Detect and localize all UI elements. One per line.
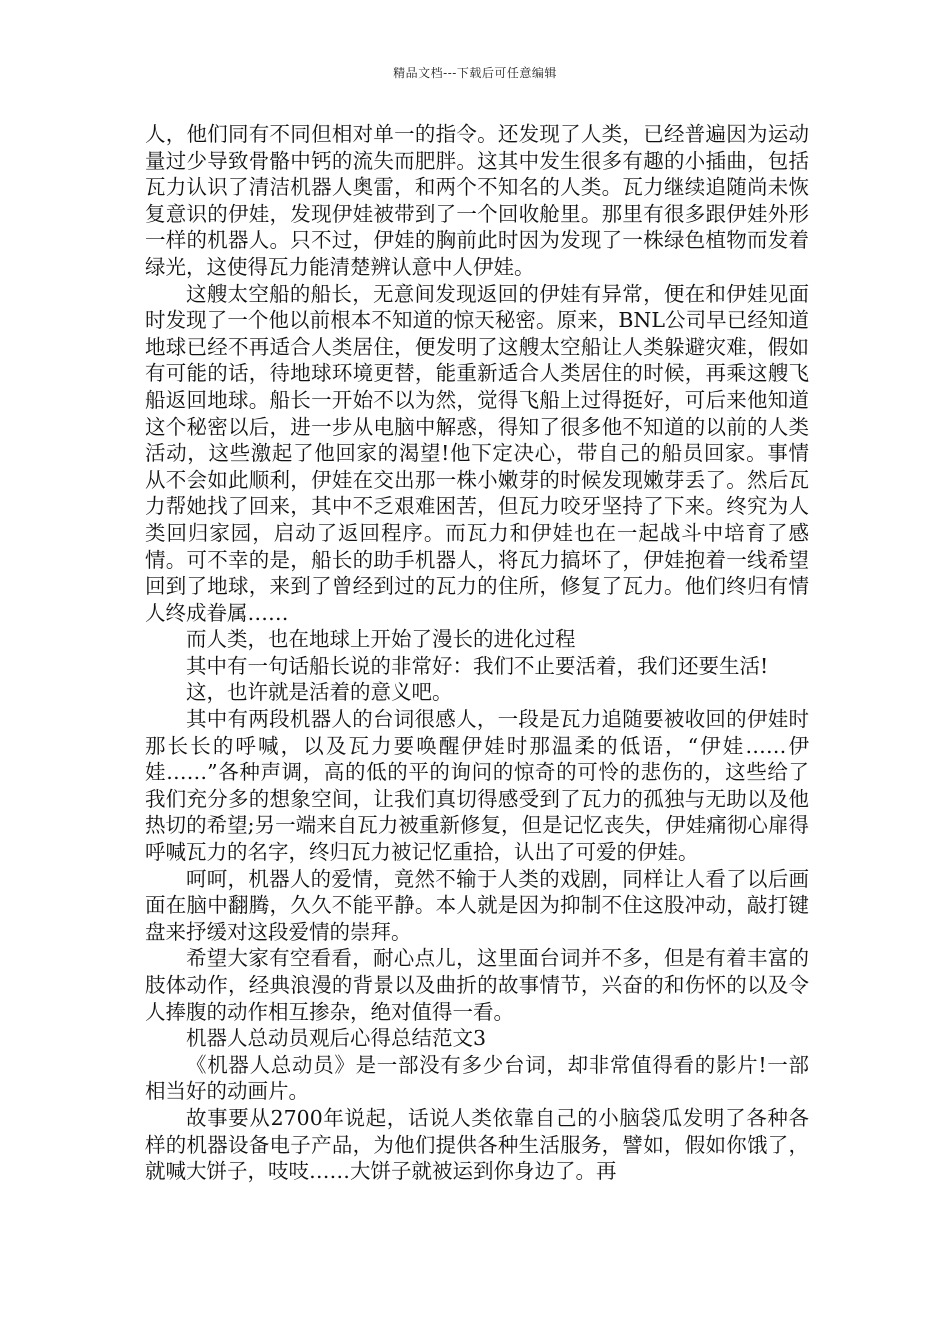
page-header: 精品文档---下载后可任意编辑 (393, 66, 557, 80)
section-heading: 机器人总动员观后心得总结范文3 (186, 1026, 487, 1051)
document-body (145, 121, 809, 1185)
paragraph: 这艘太空船的船长，无意间发现返回的伊娃有异常，便在和伊娃见面时发现了一个他以前根本不知道的惊天秘密。原来，BNL公司早已经知道地球已经不再适合人类居住，便发明了这艘太空船让人类躲避灾难，假如有可能的话，待地球环境更替，能重新适合人类居住的时候，再乘这艘飞船返回地球。船长一开始不以为然，觉得飞船上过得挺好，可后来他知道这个秘密以后，进一步从电脑中解惑，得知了很多他不知道的以前的人类活动，这些激起了他回家的渴望!他下定决心，带自己的船员回家。事情从不会如此顺利，伊娃在交出那一株小嫩芽的时候发现嫩芽丢了。然后瓦力帮她找了回来，其中不乏艰难困苦，但瓦力咬牙坚持了下来。终究为人类回归家园，启动了返回程序。而瓦力和伊娃也在一起战斗中培育了感情。可不幸的是，船长的助手机器人，将瓦力搞坏了，伊娃抱着一线希望回到了地球，来到了曾经到过的瓦力的住所，修复了瓦力。他们终归有情人终成眷属…… (145, 281, 809, 625)
paragraph: 呵呵，机器人的爱情，竟然不输于人类的戏剧，同样让人看了以后画面在脑中翻腾，久久不能平静。本人就是因为抑制不住这股冲动，敲打键盘来抒缓对这段爱情的崇拜。 (145, 866, 809, 944)
paragraph: 其中有一句话船长说的非常好：我们不止要活着，我们还要生活! (186, 653, 769, 678)
paragraph: 人，他们同有不同但相对单一的指令。还发现了人类，已经普遍因为运动量过少导致骨骼中钙的流失而肥胖。这其中发生很多有趣的小插曲，包括瓦力认识了清洁机器人奥雷，和两个不知名的人类。瓦力继续追随尚未恢复意识的伊娃，发现伊娃被带到了一个回收舱里。那里有很多跟伊娃外形一样的机器人。只不过，伊娃的胸前此时因为发现了一株绿色植物而发着绿光，这使得瓦力能清楚辨认意中人伊娃。 (145, 122, 809, 279)
paragraph: 故事要从2700年说起，话说人类依靠自己的小脑袋瓜发明了各种各样的机器设备电子产品，为他们提供各种生活服务，譬如，假如你饿了，就喊大饼子，吱吱……大饼子就被运到你身边了。再 (145, 1105, 809, 1184)
paragraph: 这，也许就是活着的意义吧。 (186, 680, 453, 705)
paragraph: 而人类，也在地球上开始了漫长的进化过程 (186, 627, 576, 652)
paragraph: 《机器人总动员》是一部没有多少台词，却非常值得看的影片!一部相当好的动画片。 (145, 1052, 809, 1104)
paragraph: 其中有两段机器人的台词很感人，一段是瓦力追随要被收回的伊娃时那长长的呼喊，以及瓦力要唤醒伊娃时那温柔的低语，“伊娃……伊娃……”各种声调，高的低的平的询问的惊奇的可怜的悲伤的，这些给了我们充分多的想象空间，让我们真切得感受到了瓦力的孤独与无助以及他热切的希望;另一端来自瓦力被重新修复，但是记忆丧失，伊娃痛彻心扉得呼喊瓦力的名字，终归瓦力被记忆重拾，认出了可爱的伊娃。 (145, 707, 809, 865)
paragraph: 希望大家有空看看，耐心点儿，这里面台词并不多，但是有着丰富的肢体动作，经典浪漫的背景以及曲折的故事情节，兴奋的和伤怀的以及令人捧腹的动作相互掺杂，绝对值得一看。 (145, 946, 809, 1024)
